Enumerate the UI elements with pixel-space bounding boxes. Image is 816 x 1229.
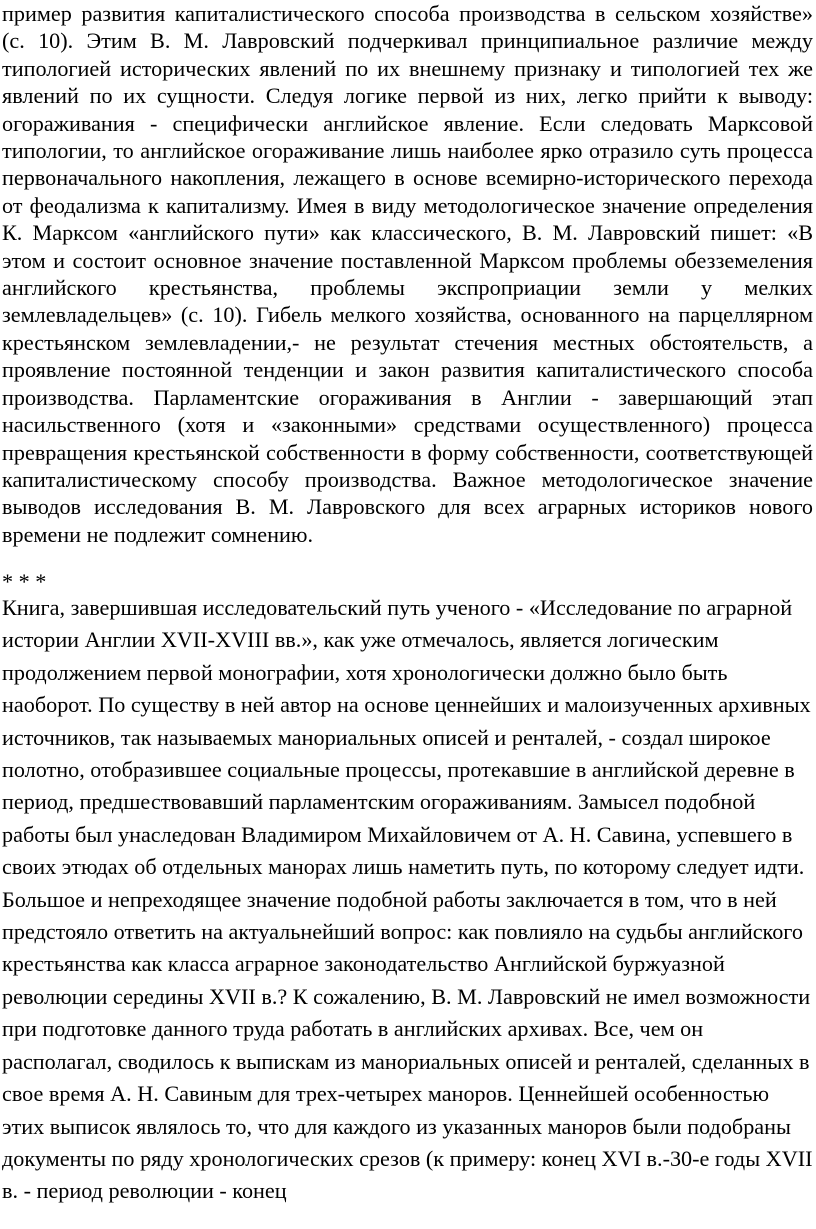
body-paragraph-2: Книга, завершившая исследовательский путь ученого - «Исследование по аграрной истории Англии XVII-XVIII вв.», как уже отмечалось, является логическим продолжением первой монографии, хотя хронологически должно было быть наоборот. По существу в ней автор на основе ценнейших и малоизученных архивных источников, так называемых манориальных описей и ренталей, - создал широкое полотно, отобразившее социальные процессы, протекавшие в английской деревне в период, предшествовавший парламентским огораживаниям. Замысел подобной работы был унаследован Владимиром Михайловичем от А. Н. Савина, успевшего в своих этюдах об отдельных манорах лишь наметить путь, по которому следует идти. Большое и непреходящее значение подобной работы заключается в том, что в ней предстояло ответить на актуальнейший вопрос: как повлияло на судьбы английского крестьянства как класса аграрное законодательство Английской буржуазной революции середины XVII в.? К сожалению, В. М. Лавровский не имел возможности при подготовке данного труда работать в английских архивах. Все, чем он располагал, сводилось к выпискам из манориальных описей и ренталей, сделанных в свое время А. Н. Савиным для трех-четырех маноров. Ценнейшей особенностью этих выписок являлось то, что для каждого из указанных маноров были подобраны документы по ряду хронологических срезов (к примеру: конец XVI в.-30-е годы XVII в. - период революции - конец	[2, 595, 813, 1204]
section-separator: * * *	[2, 569, 47, 594]
body-paragraph-1: пример развития капиталистического способа производства в сельском хозяйстве» (с. 10). Этим В. М. Лавровский подчеркивал принципиальное различие между типологией исторических явлений по их внешнему признаку и типологией тех же явлений по их сущности. Следуя логике первой из них, легко прийти к выводу: огораживания - специфически английское явление. Если следовать Марксовой типологии, то английское огораживание лишь наиболее ярко отразило суть процесса первоначального накопления, лежащего в основе всемирно-исторического перехода от феодализма к капитализму. Имея в виду методологическое значение определения К. Марксом «английского пути» как классического, В. М. Лавровский пишет: «В этом и состоит основное значение поставленной Марксом проблемы обезземеления английского крестьянства, проблемы экспроприации земли у мелких землевладельцев» (с. 10). Гибель мелкого хозяйства, основанного на парцеллярном крестьянском землевладении,- не результат стечения местных обстоятельств, а проявление постоянной тенденции и закон развития капиталистического способа производства. Парламентские огораживания в Англии - завершающий этап насильственного (хотя и «законными» средствами осуществленного) процесса превращения крестьянской собственности в форму собственности, соответствующей капиталистическому способу производства. Важное методологическое значение выводов исследования В. М. Лавровского для всех аграрных историков нового времени не подлежит сомнению.	[2, 1, 813, 547]
